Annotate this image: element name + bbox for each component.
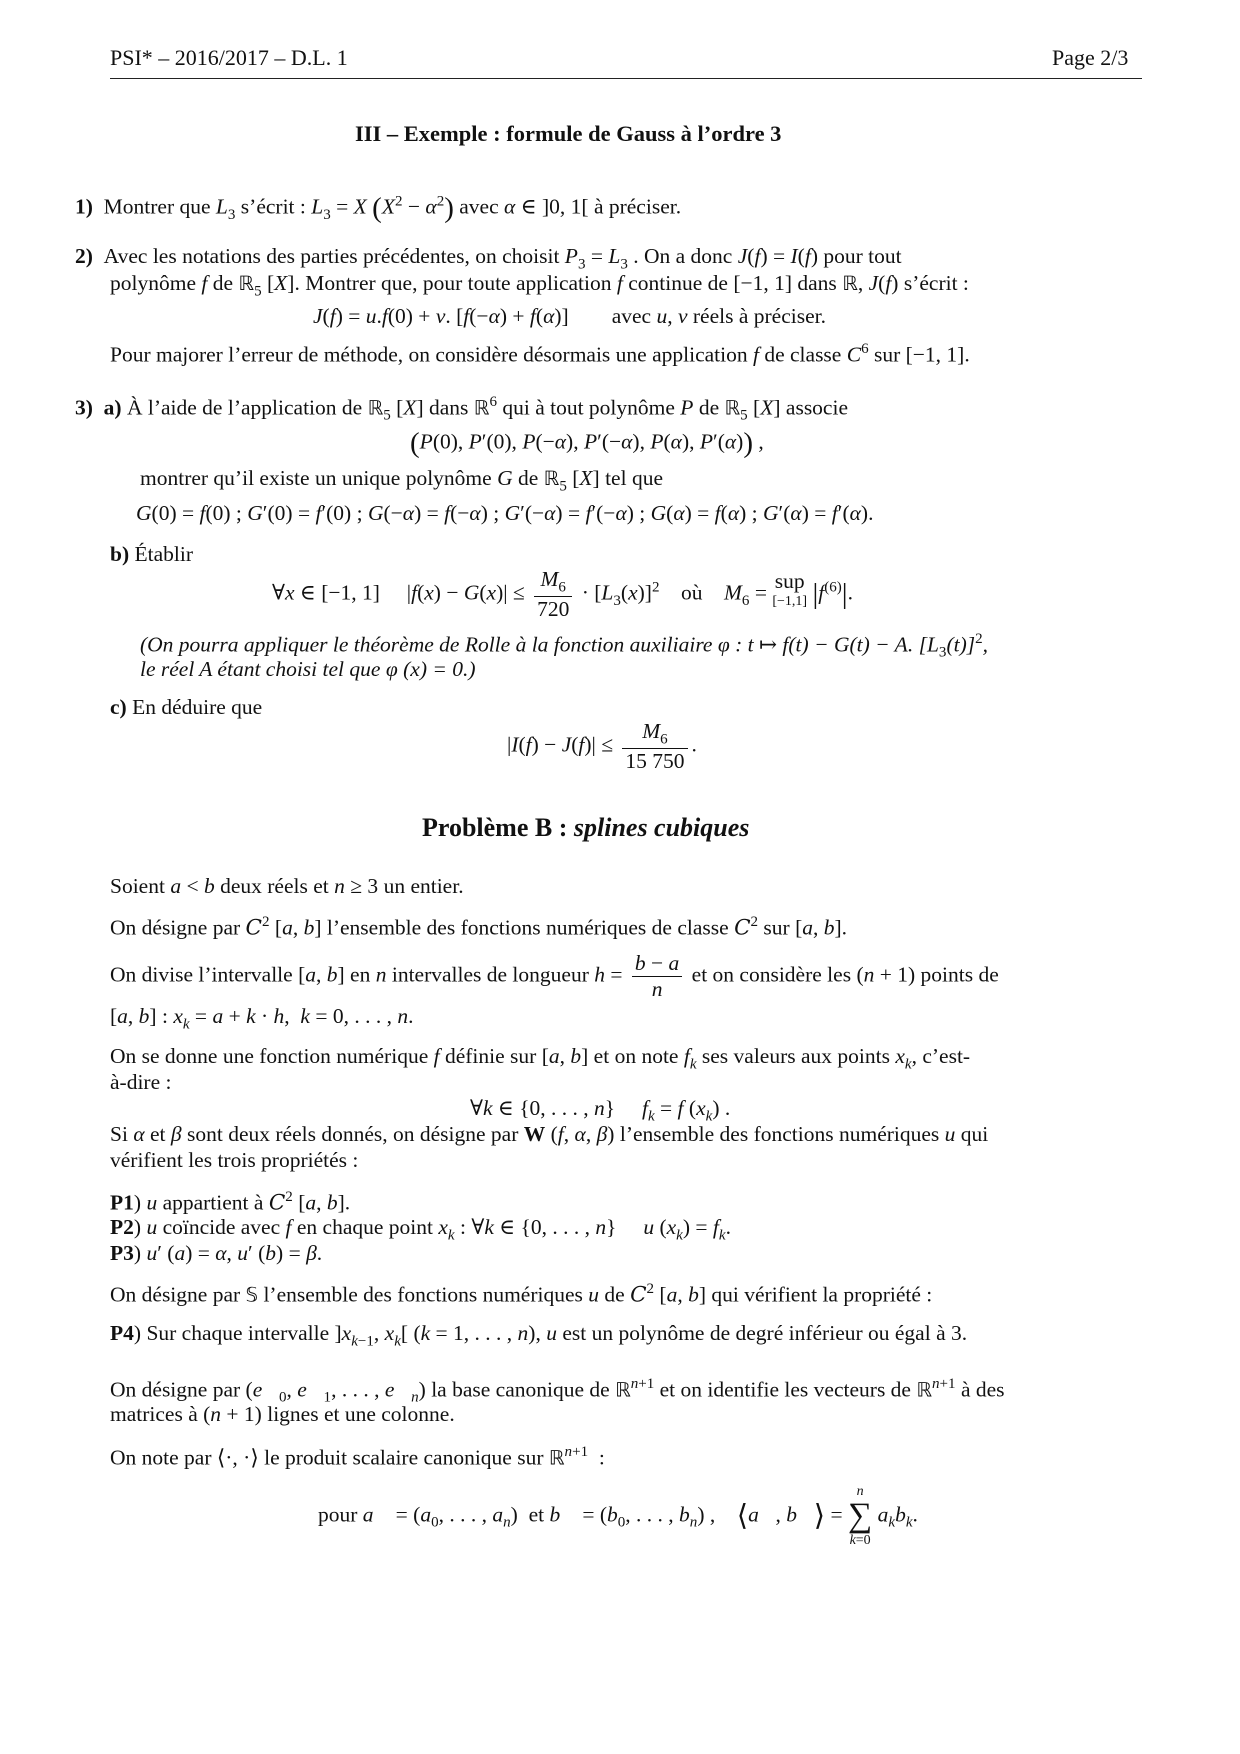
question-text: de — [517, 466, 539, 490]
fraction-denominator: 15 750 — [625, 748, 685, 773]
question-text: continue de — [628, 271, 728, 295]
paragraph-4-line2: à-dire : — [110, 1070, 172, 1094]
text: intervalles de longueur — [391, 962, 589, 987]
problem-b-title — [422, 812, 749, 845]
property-label: P2 — [110, 1215, 134, 1239]
sum-operator: n ∑ k=0 — [848, 1484, 873, 1549]
text: On note par — [110, 1445, 212, 1470]
property-label: P1 — [110, 1190, 134, 1215]
text: On se donne une fonction numérique — [110, 1044, 429, 1068]
text: deux réels et — [220, 874, 329, 898]
text: définie sur — [444, 1044, 537, 1068]
problem-title-subject: splines cubiques — [573, 813, 750, 842]
question-text: Avec les notations des parties précédentes, on choisit — [103, 244, 560, 268]
section-title: III – Exemple : formule de Gauss à l’ordre 3 — [355, 121, 782, 146]
problem-title-label: Problème B : — [422, 813, 568, 842]
question-3b-hint-1: (On pourra appliquer le théorème de Rolle à la fonction auxiliaire φ : t ↦ f(t) − G(t) − A. $[L_3(t)]^2$, — [140, 631, 989, 661]
property-P4: P4) Sur chaque intervalle ]$x_{k-1}$, $x_k$[ (k = 1, . . . , n), u est un polynôme de degré inférieur ou égal à 3. — [110, 1321, 968, 1350]
text: Sur chaque intervalle — [146, 1321, 330, 1345]
question-3b-label — [110, 541, 193, 568]
question-text: Montrer que — [103, 194, 211, 219]
text: l’ensemble des fonctions numériques — [263, 1282, 583, 1307]
text: un entier. — [383, 874, 464, 898]
text: On désigne par — [110, 915, 241, 940]
question-text: tel que — [605, 466, 663, 490]
paragraph-5: Si α et β sont deux réels donnés, on désigne par W (f, α, β) l’ensemble des fonctions numériques u qui — [110, 1122, 989, 1146]
text: et on note — [593, 1044, 679, 1068]
property-label: P4 — [110, 1321, 134, 1345]
text: et on considère les — [691, 962, 852, 987]
fraction-denominator: 720 — [537, 596, 570, 621]
fraction: $\frac{M_6}{15 750}$ — [622, 720, 687, 774]
question-text: réels à préciser. — [692, 304, 826, 328]
property-label: P3 — [110, 1241, 134, 1265]
question-text: polynôme — [110, 271, 196, 295]
question-2-note: Pour majorer l’erreur de méthode, on considère désormais une application f de classe $C^6$ sur [−1, 1]. — [110, 341, 970, 367]
subquestion-label: c) — [110, 695, 127, 719]
question-2-line2: polynôme f de ℝ$_5$ [X]. Montrer que, pour toute application f continue de [−1, 1] dans ℝ, J(f) s’écrit : — [110, 271, 969, 300]
question-text: de — [698, 395, 720, 420]
question-text: dans — [428, 395, 469, 420]
text: et on identifie les vecteurs de — [659, 1377, 911, 1402]
text: coïncide avec — [162, 1215, 281, 1239]
question-text: s’écrit : — [240, 194, 306, 219]
question-text: avec — [611, 304, 652, 328]
question-text: Établir — [134, 542, 194, 566]
question-text: qui à tout polynôme — [502, 395, 675, 420]
subquestion-label: a) — [103, 395, 122, 420]
text: la base canonique de — [431, 1377, 610, 1402]
text: On désigne par — [110, 1282, 241, 1307]
question-text: dans — [797, 271, 837, 295]
fraction: $\frac{M_6}{720}$ — [534, 568, 572, 622]
sup-label: sup — [774, 569, 805, 593]
header-left: PSI* – 2016/2017 – D.L. 1 — [110, 45, 348, 70]
paragraph-4-formula: ∀k ∈ {0, . . . , n} $f_k = f$ $(x_k)$ . — [470, 1096, 731, 1125]
text: qui vérifient la propriété : — [711, 1282, 933, 1307]
paragraph-2: On désigne par $C^2$ [a, b] l’ensemble des fonctions numériques de classe $C^2$ sur [a, b]. — [110, 914, 848, 941]
question-3a-line3: montrer qu’il existe un unique polynôme G de ℝ$_5$ [X] tel que — [140, 466, 663, 495]
question-text: . On a donc — [633, 244, 733, 268]
question-3b-hint-2: le réel A étant choisi tel que φ (x) = 0.) — [140, 657, 476, 681]
paragraph-4: On se donne une fonction numérique f définie sur [a, b] et on note $f_k$ ses valeurs aux points $x_k$, c’est- — [110, 1044, 971, 1073]
hint-text: (On pourra appliquer le théorème de Rolle à la fonction auxiliaire — [140, 632, 713, 657]
property-P2: P2) u coïncide avec f en chaque point $x_k$ : ∀k ∈ {0, . . . , n} u $(x_k) = f_k$. — [110, 1215, 731, 1244]
question-number: 1) — [75, 194, 93, 219]
header-right: Page 2/3 — [1052, 45, 1129, 70]
text: matrices à — [110, 1402, 198, 1426]
question-text: associe — [785, 395, 848, 420]
question-text: à préciser. — [593, 194, 682, 219]
question-1: 1) Montrer que $L_3$ s’écrit : $L_3 = X$ $(X^2 - \alpha^2)$ avec α ∈ ]0, 1[ à préciser. — [75, 192, 682, 224]
text: On désigne par — [110, 1377, 241, 1402]
text: l’ensemble des fonctions numériques — [619, 1122, 940, 1146]
question-text: Pour majorer l’erreur de méthode, on considère désormais une application — [110, 342, 748, 367]
question-text: sur — [873, 342, 901, 367]
text: le produit scalaire canonique sur — [264, 1445, 544, 1470]
question-text: avec — [459, 194, 499, 219]
question-text: de classe — [764, 342, 842, 367]
question-text: À l’aide de l’application de — [126, 395, 363, 420]
paragraph-7-line2: matrices à (n + 1) lignes et une colonne. — [110, 1402, 455, 1426]
text: sur — [763, 915, 790, 940]
text: sont deux réels donnés, on désigne par — [186, 1122, 519, 1146]
question-text: s’écrit : — [903, 271, 969, 295]
paragraph-5-line2: vérifient les trois propriétés : — [110, 1148, 359, 1172]
question-2-formula: J(f) = u.f(0) + v. [f(−α) + f(α)] avec u, v réels à préciser. — [313, 304, 826, 328]
text: et — [528, 1502, 545, 1527]
sup-operator: sup [−1,1] — [772, 569, 808, 609]
text: l’ensemble des fonctions numériques de classe — [326, 915, 729, 940]
property-P3: P3) u′ (a) = α, u′ (b) = β. — [110, 1241, 323, 1265]
question-2-line1: 2) Avec les notations des parties précédentes, on choisit $P_3 = L_3$ . On a donc J(f) = I(f) pour tout — [75, 244, 902, 273]
subquestion-label: b) — [110, 542, 130, 566]
property-P1: P1) u appartient à $C^2$ [a, b]. — [110, 1189, 351, 1216]
question-number: 3) — [75, 395, 93, 420]
paragraph-3: On divise l’intervalle [a, b] en n intervalles de longueur h = $\frac{b - a}{n}$ et on considère les (n + 1) points de — [110, 951, 999, 1001]
question-3c-label — [110, 694, 262, 721]
text: appartient à — [162, 1190, 264, 1215]
question-number: 2) — [75, 244, 93, 268]
text: de — [604, 1282, 625, 1307]
question-3c-inequality: |I(f) − J(f)| ≤ $\frac{M_6}{15 750}$ . — [507, 719, 697, 773]
text: points de — [920, 962, 999, 987]
question-3a-conditions: G(0) = f(0) ; G′(0) = f′(0) ; G(−α) = f(−α) ; G′(−α) = f′(−α) ; G(α) = f(α) ; G′(α) = f′(α). — [136, 501, 874, 525]
text: et — [149, 1122, 166, 1146]
text: lignes et une colonne. — [267, 1402, 455, 1426]
text: Si — [110, 1122, 128, 1146]
hint-text: le réel A étant choisi tel que — [140, 657, 381, 681]
question-text: où — [681, 580, 703, 605]
text: ses valeurs aux points — [701, 1044, 890, 1068]
question-text: . Montrer que, pour toute application — [294, 271, 612, 295]
paragraph-1: Soient a < b deux réels et n ≥ 3 un entier. — [110, 874, 464, 898]
text: On divise l’intervalle — [110, 962, 293, 987]
question-text: pour tout — [823, 244, 902, 268]
text: , c’est- — [911, 1044, 971, 1068]
question-3a-tuple: (P(0), P′(0), P(−α), P′(−α), P(α), P′(α)) , — [410, 427, 764, 459]
question-text: de — [212, 271, 234, 295]
question-3b-inequality: ∀x ∈ [−1, 1] |f(x) − G(x)| ≤ $\frac{M_6}{720}$ · $[L_3(x)]^2$ où $M_6$ = sup [−1,1] $|f^{(6)}|$. — [272, 567, 853, 621]
fraction: $\frac{b - a}{n}$ — [632, 952, 682, 1001]
paragraph-8: On note par ⟨·, ·⟩ le produit scalaire canonique sur ℝ$^{n+1}$ : — [110, 1444, 605, 1470]
text: à des — [960, 1377, 1005, 1402]
paragraph-3-line2: [a, b] : $x_k = a + k \cdot h$, k = 0, . . . , n. — [110, 1004, 414, 1033]
text: Soient — [110, 874, 165, 898]
question-text: En déduire que — [132, 695, 263, 719]
question-3a-line1: 3) a) À l’aide de l’application de ℝ$_5$ [X] dans ℝ$^6$ qui à tout polynôme P de ℝ$_5$ [X] associe — [75, 394, 848, 424]
text: pour — [318, 1502, 358, 1527]
text: est un polynôme de degré inférieur ou égal à 3. — [562, 1321, 968, 1345]
question-text: montrer qu’il existe un unique polynôme — [140, 466, 492, 490]
paragraph-9: pour a⃗ = ($a_0$, . . . , $a_n$) et b⃗ = ($b_0$, . . . , $b_n$) , ⟨a⃗, b⃗⟩ = n ∑ k=0 $a_kb_k$. — [318, 1484, 918, 1549]
text: en — [350, 962, 371, 987]
paragraph-7: On désigne par ($e⃗_0$, $e⃗_1$, . . . , $e⃗_n$) la base canonique de ℝ$^{n+1}$ et on identifie les vecteurs de ℝ$^{n+1}$ à des — [110, 1376, 1005, 1406]
paragraph-6: On désigne par 𝕊 l’ensemble des fonctions numériques u de $C^2$ [a, b] qui vérifient la propriété : — [110, 1281, 933, 1308]
text: en chaque point — [296, 1215, 433, 1239]
text: qui — [960, 1122, 989, 1146]
header-rule — [110, 78, 1142, 79]
